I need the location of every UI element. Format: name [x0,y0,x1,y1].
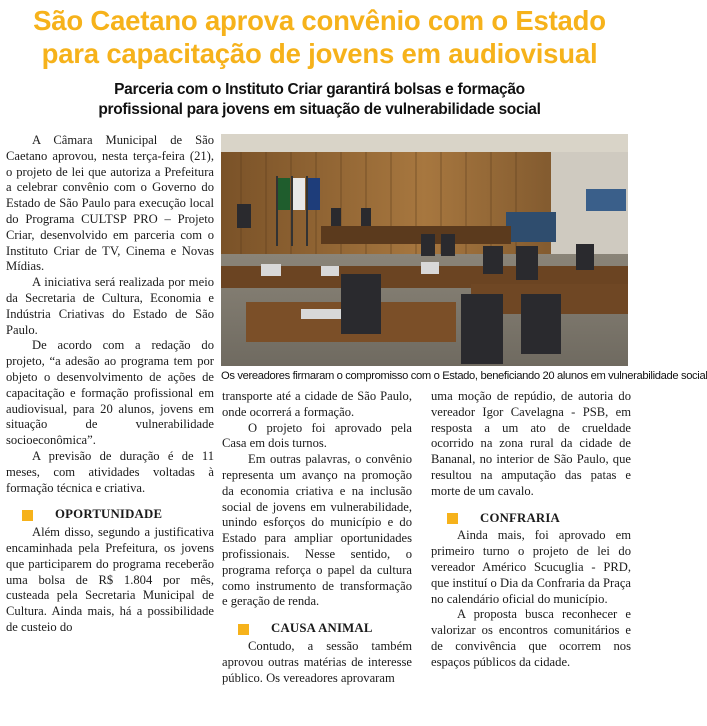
headline [0,4,639,70]
square-bullet-icon [238,624,249,635]
paragraph: A previsão de duração é de 11 meses, com atividades voltadas à formação técnica e criativa. [6,448,214,495]
paragraph: Em outras palavras, o convênio representa um avanço na promoção da economia criativa e na inclusão social de jovens em vulnerabilidade, unindo esforços do município e do Estado para ampliar oportunidades profissionais. Nesse sentido, o programa reforça o papel da cultura como instrumento de transformação e geração de renda. [222,452,412,609]
paragraph: O projeto foi aprovado pela Casa em dois turnos. [222,420,412,451]
paragraph: A Câmara Municipal de São Caetano aprovou, nesta terça-feira (21), o projeto de lei que autoriza a Prefeitura a celebrar convênio com o Governo do Estado de São Paulo para execução local do Programa CULTSP PRO – Projeto Criar, desenvolvido em parceria com o Instituto Criar de TV, Cinema e Novas Mídias. [6,133,214,274]
square-bullet-icon [22,510,33,521]
paragraph: Ainda mais, foi aprovado em primeiro turno o projeto de lei do vereador Américo Scucuglia - PRD, que instituí o Dia da Confraria da Praça no calendário oficial do município. [431,528,631,606]
paragraph: De acordo com a redação do projeto, “a adesão ao programa tem por objeto o desenvolvimento de ações de capacitação e formação profissional em audiovisual, para 20 alunos, jovens em situação de vulnerabilidade socioeconômica”. [6,338,214,448]
session-photo [221,134,628,366]
headline-line-1: São Caetano aprova convênio com o Estado [33,5,606,36]
deck-line-1: Parceria com o Instituto Criar garantirá bolsas e formação [114,81,525,98]
text-column-1 [6,133,214,636]
section-title: CONFRARIA [480,510,560,525]
deck-subtitle [0,80,639,120]
text-column-3 [431,389,631,671]
paragraph: uma moção de repúdio, de autoria do vereador Igor Cavelagna - PSB, em resposta a um ato de crueldade ocorrido na zona rural da cidade de Bananal, no interior de São Paulo, que resultou na amputação das patas e morte de um cavalo. [431,389,631,498]
section-heading-confraria [431,511,631,527]
headline-line-2: para capacitação de jovens em audiovisual [41,38,598,69]
text-column-2 [222,389,412,686]
section-heading-oportunidade [6,507,214,523]
paragraph: A iniciativa será realizada por meio da Secretaria de Cultura, Economia e Indústria Criativas do Estado de São Paulo. [6,275,214,337]
paragraph: transporte até a cidade de São Paulo, onde ocorrerá a formação. [222,389,412,419]
paragraph: Contudo, a sessão também aprovou outras matérias de interesse público. Os vereadores aprovaram [222,638,412,685]
section-title: CAUSA ANIMAL [271,621,373,636]
paragraph: Além disso, segundo a justificativa encaminhada pela Prefeitura, os jovens que participarem do programa receberão uma bolsa de R$ 1.804 por mês, custeada pela Secretaria Municipal de Cultura. Ainda mais, há a possibilidade de custeio do [6,525,214,634]
section-heading-causa-animal [222,621,412,637]
deck-line-2: profissional para jovens em situação de vulnerabilidade social [98,101,541,118]
square-bullet-icon [447,513,458,524]
section-title: OPORTUNIDADE [55,507,163,522]
council-chamber-photo-icon [221,134,628,366]
paragraph: A proposta busca reconhecer e valorizar os encontros comunitários e de convivência que ocorrem nos espaços públicos da cidade. [431,607,631,669]
photo-caption: Os vereadores firmaram o compromisso com o Estado, beneficiando 20 alunos em vulnerabilidade social [221,370,707,382]
